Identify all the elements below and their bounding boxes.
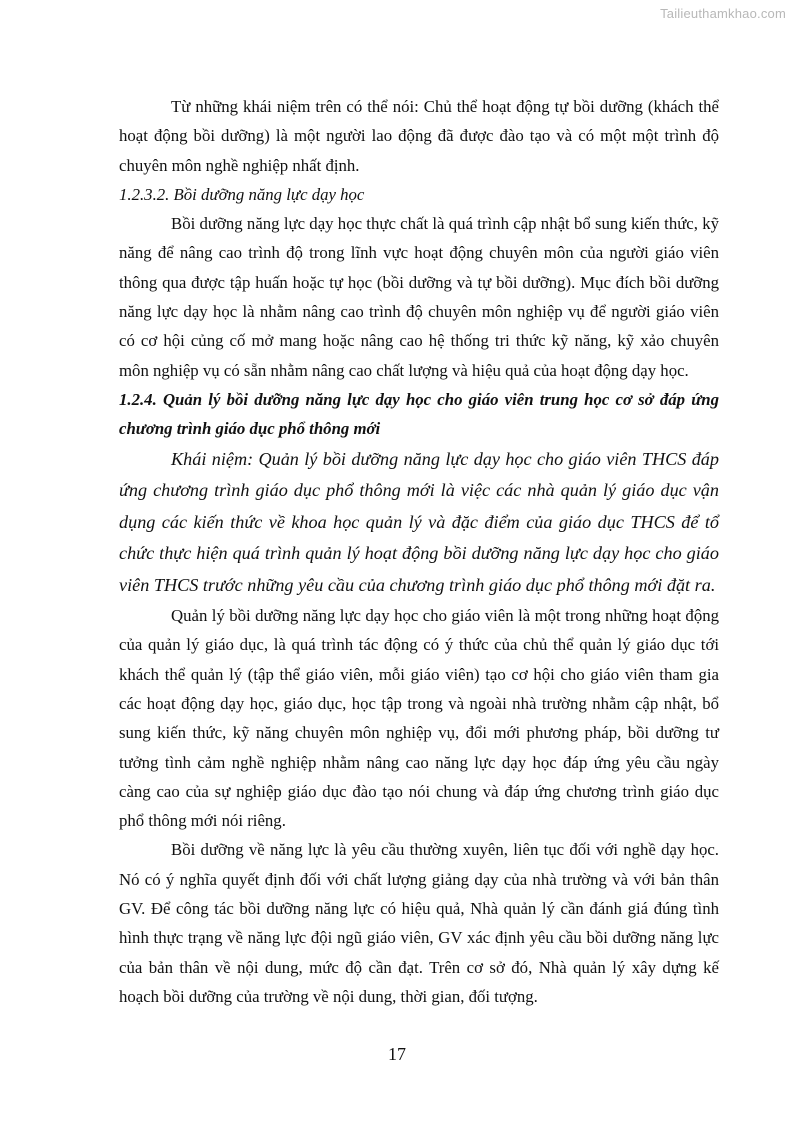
page-number: 17 [388, 1044, 406, 1064]
document-body [119, 92, 719, 1011]
paragraph-1: Từ những khái niệm trên có thể nói: Chủ thể hoạt động tự bồi dưỡng (khách thể hoạt động bồi dưỡng) là một người lao động đã được đào tạo và có một một trình độ chuyên môn nghề nghiệp nhất định. [119, 97, 719, 175]
paragraph-5: Bồi dưỡng về năng lực là yêu cầu thường xuyên, liên tục đối với nghề dạy học. Nó có ý nghĩa quyết định đối với chất lượng giảng dạy của nhà trường và với bản thân GV. Để công tác bồi dưỡng năng lực có hiệu quả, Nhà quản lý cần đánh giá đúng tình hình thực trạng về năng lực đội ngũ giáo viên, GV xác định yêu cầu bồi dưỡng năng lực của bản thân về nội dung, mức độ cần đạt. Trên cơ sở đó, Nhà quản lý xây dựng kế hoạch bồi dưỡng của trường về nội dung, thời gian, đối tượng. [119, 840, 719, 1006]
paragraph-4: Quản lý bồi dưỡng năng lực dạy học cho giáo viên là một trong những hoạt động của quản lý giáo dục, là quá trình tác động có ý thức của chủ thể quản lý giáo dục tới khách thể quản lý (tập thể giáo viên, mỗi giáo viên) tạo cơ hội cho giáo viên tham gia các hoạt động dạy học, giáo dục, học tập trong và ngoài nhà trường nhằm cập nhật, bổ sung kiến thức, kỹ năng chuyên môn nghiệp vụ, đổi mới phương pháp, bồi dưỡng tư tưởng tình cảm nghề nghiệp nhằm nâng cao năng lực dạy học đáp ứng yêu cầu ngày càng cao của sự nghiệp giáo dục đào tạo nói chung và đáp ứng chương trình giáo dục phổ thông mới nói riêng. [119, 606, 719, 831]
paragraph-2: Bồi dưỡng năng lực dạy học thực chất là quá trình cập nhật bổ sung kiến thức, kỹ năng để nâng cao trình độ trong lĩnh vực hoạt động chuyên môn của người giáo viên thông qua được tập huấn hoặc tự học (bồi dưỡng và tự bồi dưỡng). Mục đích bồi dưỡng năng lực dạy học là nhằm nâng cao trình độ chuyên môn nghiệp vụ để người giáo viên có cơ hội củng cố mở mang hoặc nâng cao hệ thống tri thức kỹ năng, kỹ xảo chuyên môn nghiệp vụ có sẵn nhằm nâng cao chất lượng và hiệu quả của hoạt động dạy học. [119, 214, 719, 380]
section-heading-1-2-3-2: 1.2.3.2. Bồi dưỡng năng lực dạy học [119, 184, 365, 204]
definition-paragraph: Khái niệm: Quản lý bồi dưỡng năng lực dạy học cho giáo viên THCS đáp ứng chương trình giáo dục phổ thông mới là việc các nhà quản lý giáo dục vận dụng các kiến thức về khoa học quản lý và đặc điểm của giáo dục THCS để tổ chức thực hiện quá trình quản lý hoạt động bồi dưỡng năng lực dạy học cho giáo viên THCS trước những yêu cầu của chương trình giáo dục phổ thông mới đặt ra. [119, 448, 719, 595]
section-heading-1-2-4: 1.2.4. Quản lý bồi dưỡng năng lực dạy học cho giáo viên trung học cơ sở đáp ứng chương trình giáo dục phổ thông mới [119, 389, 719, 439]
watermark: Tailieuthamkhao.com [660, 6, 786, 21]
